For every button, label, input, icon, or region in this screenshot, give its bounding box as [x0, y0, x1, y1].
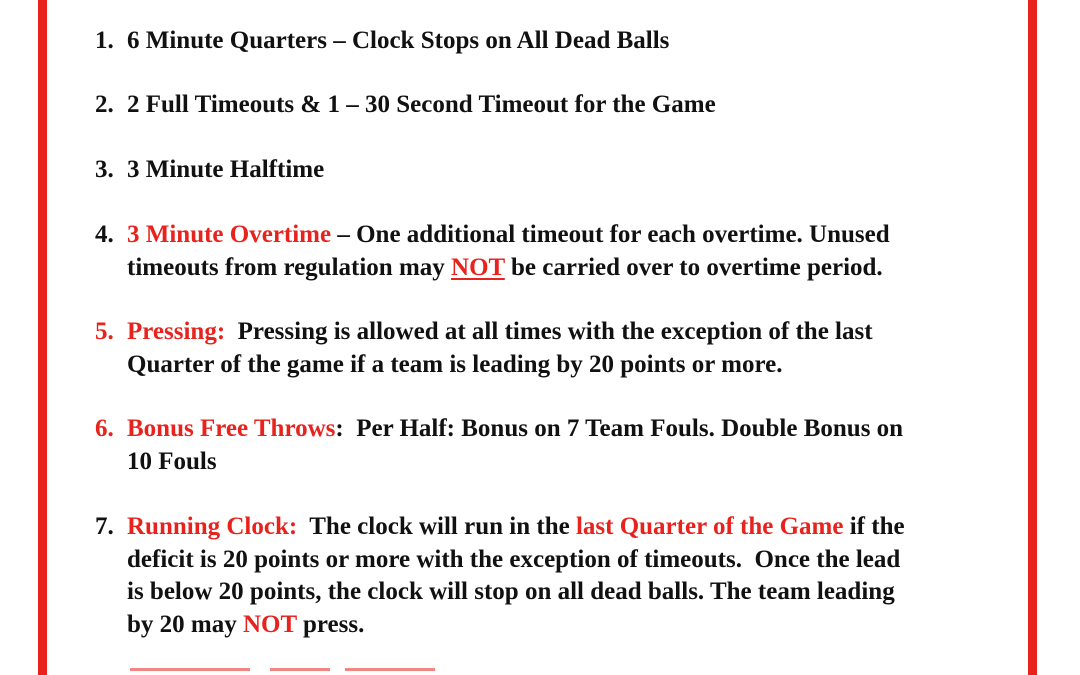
rule-text-segment: is below 20 points, the clock will stop on all dead balls. The team leading: [127, 578, 895, 605]
bonus-heading: Bonus Free Throws: [127, 415, 336, 442]
rule-number: 1.: [95, 27, 114, 54]
pressing-heading: Pressing:: [127, 318, 226, 345]
running-clock-heading: Running Clock:: [127, 513, 298, 540]
rule-text-segment: 3 Minute Halftime: [127, 156, 325, 183]
rule-text-segment: : Per Half: Bonus on 7 Team Fouls. Double Bonus on: [335, 415, 904, 442]
rule-text-segment: – One additional timeout for each overtime. Unused: [331, 221, 890, 248]
rule-text: [127, 316, 1017, 381]
rule-text: [127, 511, 1017, 641]
rule-number: 4.: [95, 221, 114, 248]
overtime-highlight: 3 Minute Overtime: [127, 221, 332, 248]
last-quarter-highlight: last Quarter of the Game: [575, 513, 844, 540]
left-red-border: [38, 0, 47, 675]
rule-text-segment: press.: [296, 610, 365, 638]
rule-text-segment: be carried over to overtime period.: [504, 253, 883, 281]
rule-text-segment: timeouts from regulation may: [127, 253, 452, 281]
rule-text: [127, 25, 1017, 58]
rule-text-segment: if the: [843, 513, 905, 540]
not-emphasis: NOT: [451, 253, 505, 281]
rule-text: [127, 89, 1017, 122]
rule-text-segment: by 20 may: [127, 610, 243, 638]
rule-text-segment: 2 Full Timeouts & 1 – 30 Second Timeout for the Game: [127, 91, 716, 118]
rule-text-segment: deficit is 20 points or more with the exception of timeouts. Once the lead: [127, 545, 901, 573]
rule-text-segment: Quarter of the game if a team is leading by 20 points or more.: [127, 350, 783, 378]
cropped-next-line: [130, 668, 440, 675]
rule-number: 6.: [95, 415, 114, 442]
rule-number: 3.: [95, 156, 114, 183]
right-red-border: [1028, 0, 1037, 675]
rule-text: [127, 154, 1017, 187]
rule-text-segment: 6 Minute Quarters – Clock Stops on All Dead Balls: [127, 27, 670, 54]
not-emphasis: NOT: [242, 610, 297, 638]
rule-number: 2.: [95, 91, 114, 118]
rule-number: 7.: [95, 513, 114, 540]
rule-text-segment: Pressing is allowed at all times with the exception of the last: [225, 318, 873, 345]
rule-text: [127, 219, 1017, 284]
rule-text-segment: 10 Fouls: [127, 447, 217, 475]
rule-text-segment: The clock will run in the: [297, 513, 576, 540]
rule-number: 5.: [95, 318, 114, 345]
rule-text: [127, 413, 1017, 478]
